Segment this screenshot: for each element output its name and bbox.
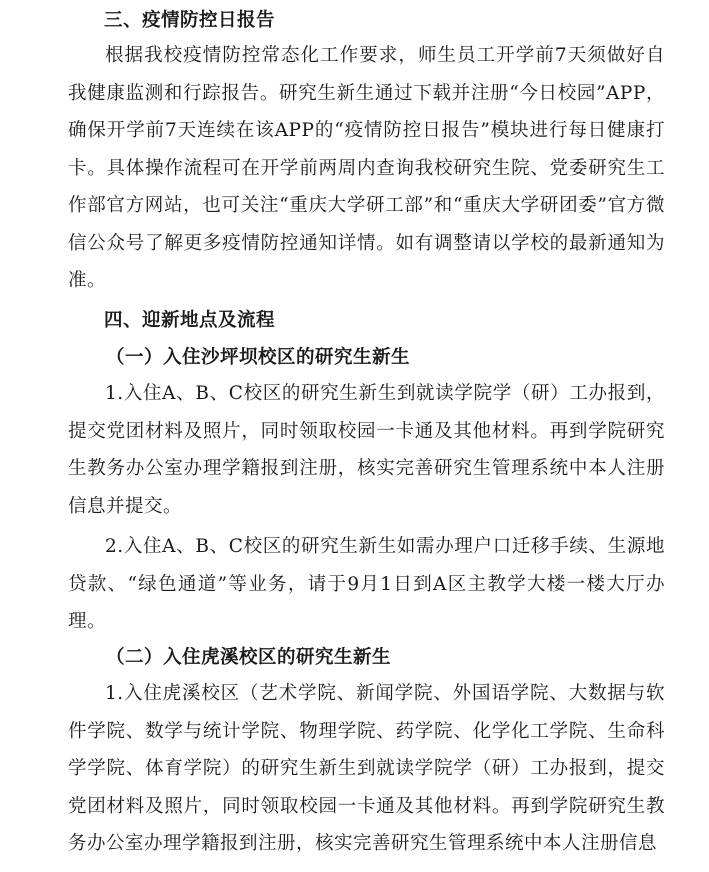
section-3-body: 根据我校疫情防控常态化工作要求，师生员工开学前7天须做好自我健康监测和行踪报告。研究生新生通过下载并注册“今日校园”APP，确保开学前7天连续在该APP的“疫情防控日报告”模块进行每日健康打卡。具体操作流程可在开学前两周内查询我校研究生院、党委研究生工作部官方网站，也可关注“重庆大学研工部”和“重庆大学研团委”官方微信公众号了解更多疫情防控通知详情。如有调整请以学校的最新通知为准。 xyxy=(68,45,665,291)
subsection-1-heading: （一）入住沙坪坝校区的研究生新生 xyxy=(106,347,411,368)
section-3-heading: 三、疫情防控日报告 xyxy=(104,10,276,31)
subsection-2-heading: （二）入住虎溪校区的研究生新生 xyxy=(106,647,392,668)
subsection-2-item-1: 1.入住虎溪校区（艺术学院、新闻学院、外国语学院、大数据与软件学院、数学与统计学院、物理学院、药学院、化学化工学院、生命科学学院、体育学院）的研究生新生到就读学院学（研）工办报到，提交党团材料及照片，同时领取校园一卡通及其他材料。再到学院研究生教务办公室办理学籍报到注册，核实完善研究生管理系统中本人注册信息 xyxy=(68,683,665,854)
section-4-heading: 四、迎新地点及流程 xyxy=(104,310,276,331)
subsection-1-item-2: 2.入住A、B、C校区的研究生新生如需办理户口迁移手续、生源地贷款、“绿色通道”等业务，请于9月1日到A区主教学大楼一楼大厅办理。 xyxy=(68,536,665,632)
subsection-1-item-1: 1.入住A、B、C校区的研究生新生到就读学院学（研）工办报到，提交党团材料及照片，同时领取校园一卡通及其他材料。再到学院研究生教务办公室办理学籍报到注册，核实完善研究生管理系统中本人注册信息并提交。 xyxy=(68,383,665,517)
